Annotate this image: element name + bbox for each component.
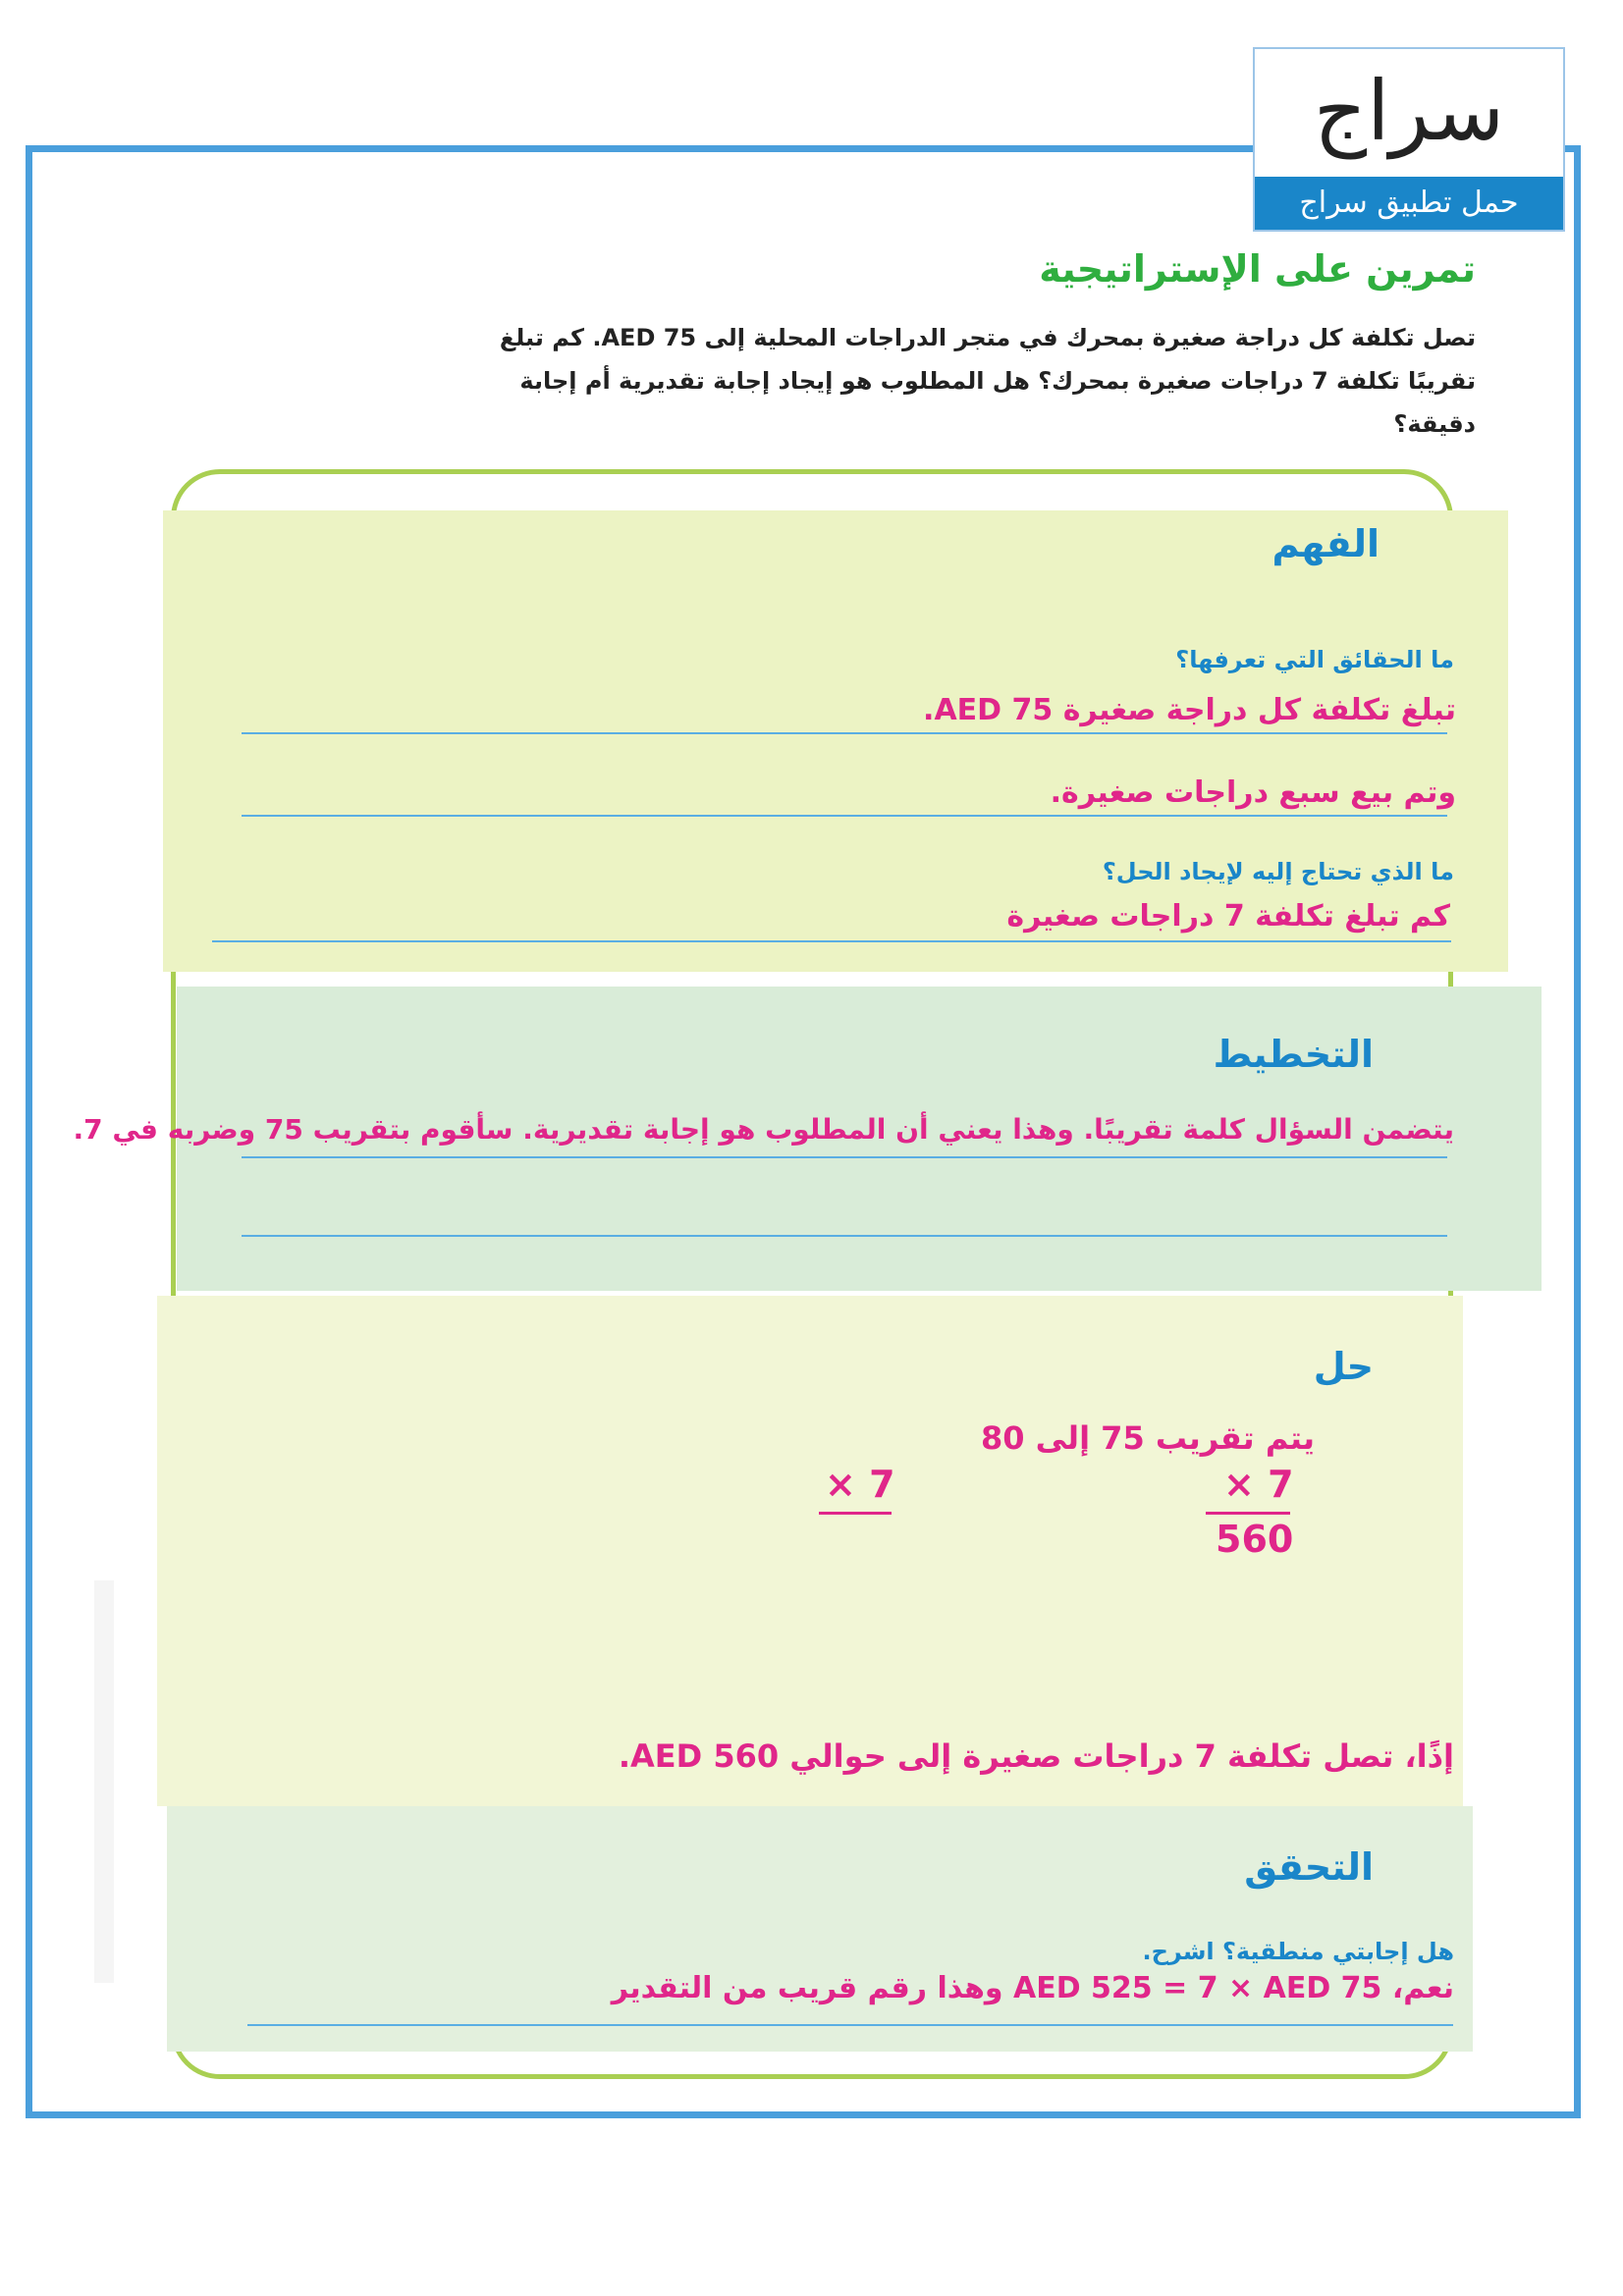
solve-conclusion: إذًا، تصل تكلفة 7 دراجات صغيرة إلى حوالي AED 560. xyxy=(618,1737,1454,1775)
logo-tagline: حمل تطبيق سراج xyxy=(1255,177,1563,230)
solve-heading: حل xyxy=(1313,1345,1374,1388)
understand-heading: الفهم xyxy=(1271,522,1380,565)
multiplication-rule xyxy=(1206,1512,1290,1515)
answer-line xyxy=(242,1156,1447,1158)
answer-line xyxy=(242,815,1447,817)
answer-line xyxy=(212,940,1451,942)
side-copyright-strip xyxy=(94,1580,114,1983)
understand-answer-3: كم تبلغ تكلفة 7 دراجات صغيرة xyxy=(1006,899,1450,934)
answer-line xyxy=(247,2024,1453,2026)
answer-line xyxy=(242,732,1447,734)
check-heading: التحقق xyxy=(1244,1845,1374,1889)
answer-line xyxy=(242,1235,1447,1237)
plan-heading: التخطيط xyxy=(1213,1033,1374,1076)
intro-paragraph: تصل تكلفة كل دراجة صغيرة بمحرك في متجر الدراجات المحلية إلى AED 75. كم تبلغ تقريبًا تكلفة 7 دراجات صغيرة بمحرك؟ هل المطلوب هو إيجاد إجابة تقديرية أم إجابة دقيقة؟ xyxy=(499,324,1476,438)
logo-text: سراج xyxy=(1313,63,1505,159)
logo xyxy=(1253,47,1565,232)
product-result: 560 xyxy=(1216,1518,1294,1561)
understand-answer-1: تبلغ تكلفة كل دراجة صغيرة AED 75. xyxy=(923,693,1456,727)
multiplier-right: × 7 xyxy=(1223,1463,1294,1506)
understand-answer-2: وتم بيع سبع دراجات صغيرة. xyxy=(1050,775,1456,810)
plan-answer: يتضمن السؤال كلمة تقريبًا. وهذا يعني أن المطلوب هو إجابة تقديرية. سأقوم بتقريب 75 وضربه في 7. xyxy=(73,1113,1454,1146)
check-section xyxy=(167,1806,1473,2052)
multiplication-rule xyxy=(819,1512,892,1515)
understand-question-2: ما الذي تحتاج إليه لإيجاد الحل؟ xyxy=(1102,858,1454,885)
multiplier-left: × 7 xyxy=(825,1463,895,1506)
rounding-note: يتم تقريب 75 إلى 80 xyxy=(981,1419,1315,1457)
page-title: تمرين على الإستراتيجية xyxy=(1039,247,1476,291)
understand-question-1: ما الحقائق التي تعرفها؟ xyxy=(1175,646,1454,673)
check-question: هل إجابتي منطقية؟ اشرح. xyxy=(1142,1938,1454,1965)
check-answer: نعم، AED 525 = 7 × AED 75 وهذا رقم قريب من التقدير xyxy=(611,1971,1454,2005)
